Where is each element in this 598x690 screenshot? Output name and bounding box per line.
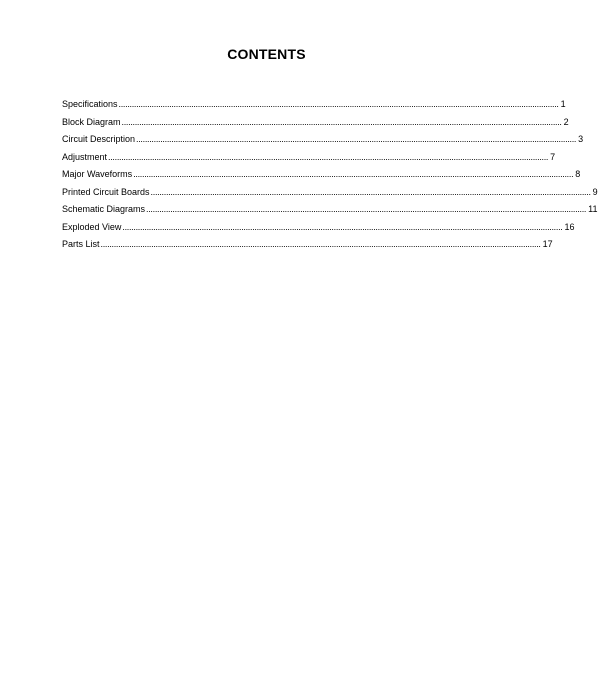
toc-entry-page: 16 — [564, 221, 575, 232]
toc-entry-label: Circuit Description — [62, 134, 136, 144]
toc-entry-label: Schematic Diagrams — [62, 204, 146, 214]
toc-entry-page: 11 — [588, 204, 598, 214]
toc-entry-page: 3 — [578, 134, 584, 144]
toc-entry-parts-list — [62, 238, 553, 256]
toc-leader-dots: ........................................................................................................................................................................................................ — [118, 99, 559, 109]
toc-entry-schematic-diagrams — [62, 203, 598, 221]
toc-entry-label: Printed Circuit Boards — [62, 186, 150, 197]
toc-entry-page: 9 — [592, 186, 598, 197]
toc-entry-label: Block Diagram — [62, 116, 121, 127]
toc-entry-adjustment — [62, 151, 556, 169]
toc-entry-page: 7 — [550, 151, 556, 162]
toc-entry-label: Exploded View — [62, 221, 122, 232]
toc-entry-page: 1 — [560, 99, 566, 109]
toc-entry-label: Adjustment — [62, 151, 108, 162]
toc-leader-dots: ........................................................................................................................................................................................................ — [136, 134, 577, 144]
toc-leader-dots: ........................................................................................................................................................................................................ — [150, 186, 591, 197]
toc-entry-label: Parts List — [62, 239, 100, 249]
toc-entry-specifications — [62, 98, 566, 116]
toc-entry-printed-circuit-boards — [62, 186, 598, 204]
toc-entry-page: 8 — [575, 169, 581, 179]
toc-leader-dots: ........................................................................................................................................................................................................ — [133, 169, 574, 179]
toc-leader-dots: ........................................................................................................................................................................................................ — [146, 204, 587, 214]
table-of-contents — [62, 98, 598, 256]
toc-entry-page: 17 — [542, 239, 553, 249]
toc-leader-dots: ........................................................................................................................................................................................................ — [122, 221, 563, 232]
toc-entry-exploded-view — [62, 221, 575, 239]
toc-leader-dots: ........................................................................................................................................................................................................ — [108, 151, 549, 162]
toc-leader-dots: ........................................................................................................................................................................................................ — [121, 116, 562, 127]
toc-leader-dots: ........................................................................................................................................................................................................ — [100, 239, 541, 249]
toc-entry-major-waveforms — [62, 168, 581, 186]
toc-entry-block-diagram — [62, 116, 569, 134]
toc-entry-label: Major Waveforms — [62, 169, 133, 179]
toc-entry-circuit-description — [62, 133, 584, 151]
page-title: CONTENTS — [227, 46, 306, 62]
toc-entry-page: 2 — [563, 116, 569, 127]
toc-entry-label: Specifications — [62, 99, 118, 109]
